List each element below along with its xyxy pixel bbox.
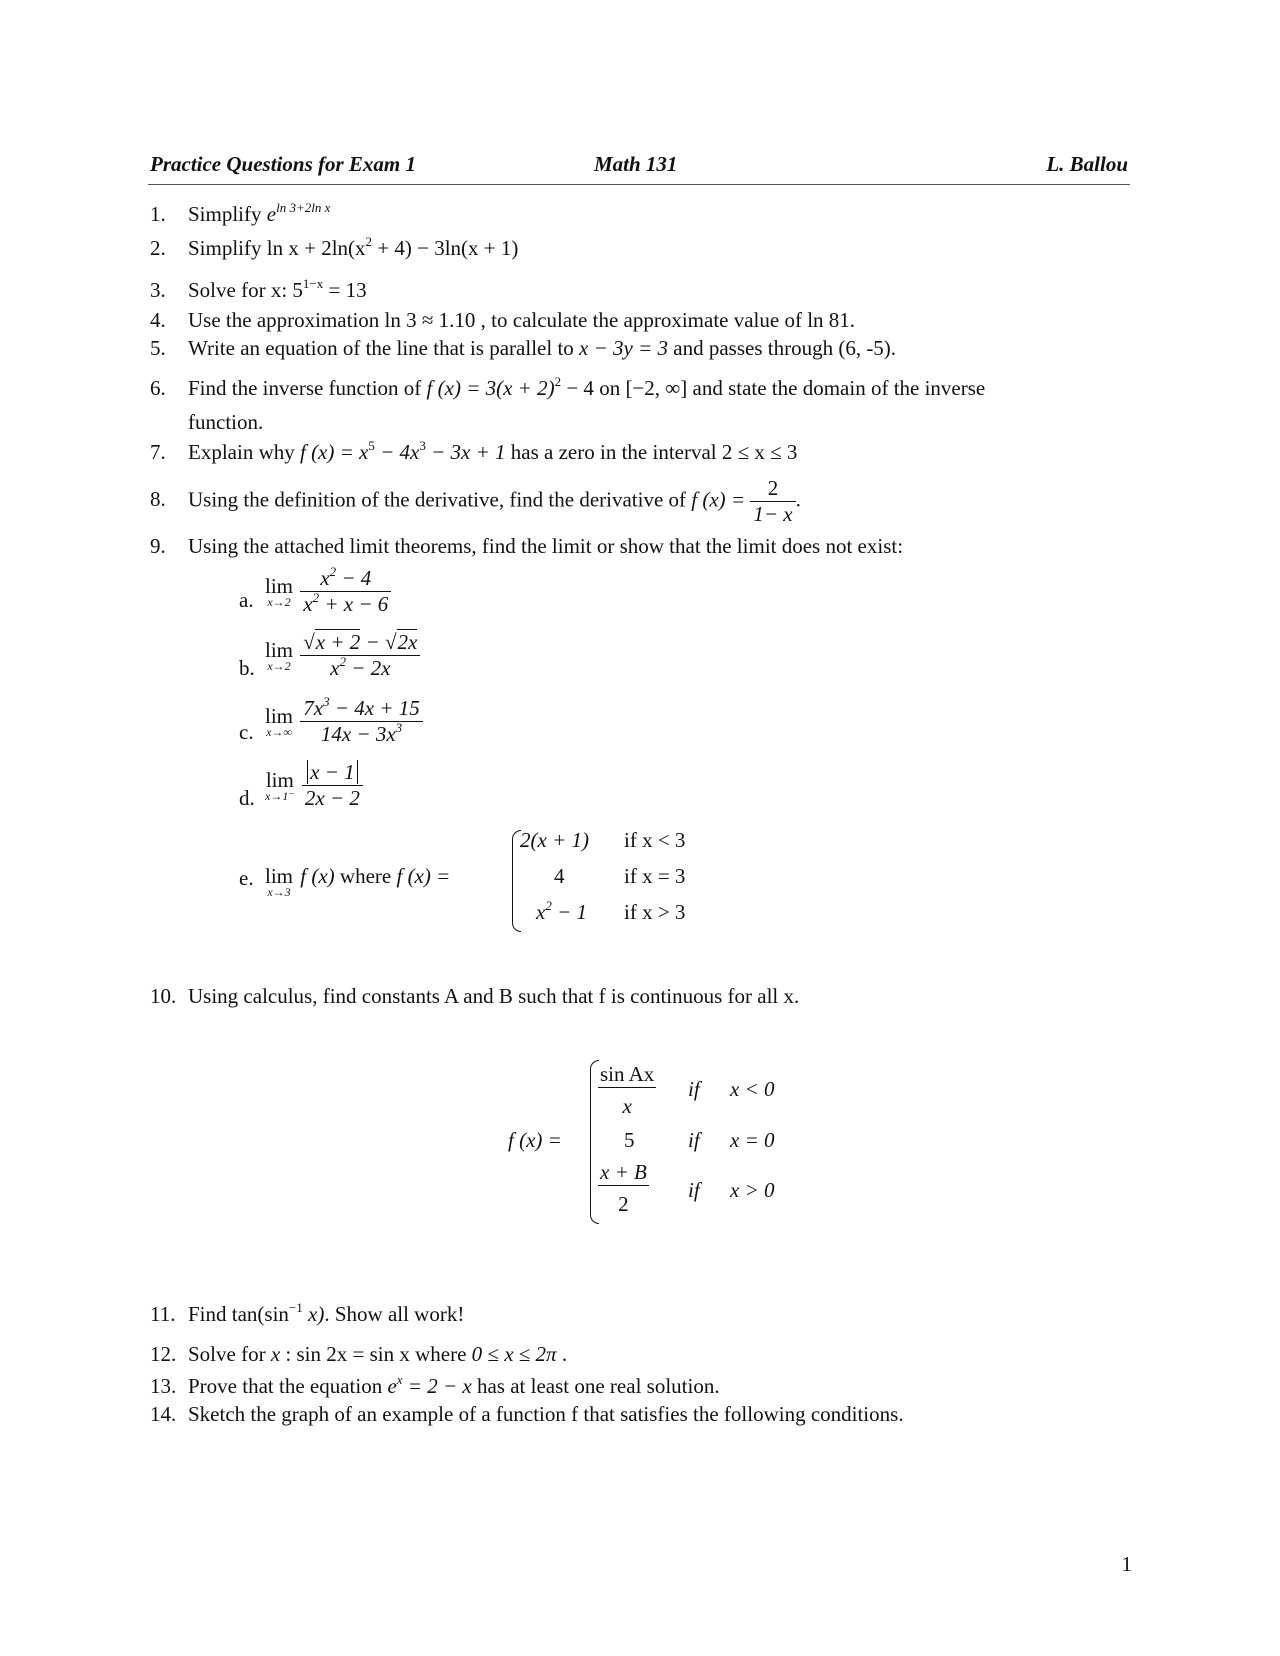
question-5: 5. Write an equation of the line that is parallel to x − 3y = 3 and passes through (6, -5). <box>150 336 897 360</box>
limit-d: d. lim x→1⁻ $\frac{x - 1}{2x - 2}$ <box>265 760 363 811</box>
question-1: 1. Simplify $e^{ln 3+2ln x}$ <box>150 200 331 226</box>
header-author: L. Ballou <box>1046 152 1128 176</box>
question-6: 6. Find the inverse function of f $(x) = 3(x + 2)^2 - 4$ on [−2, ∞] and state the domain of the inverse <box>150 374 986 400</box>
header-title: Practice Questions for Exam 1 <box>150 152 416 176</box>
question-13: 13. Prove that the equation $e^x = 2 - x$ has at least one real solution. <box>150 1372 720 1398</box>
piecewise-f: f (x) = <box>508 1128 562 1152</box>
header-course: Math 131 <box>594 152 678 176</box>
question-14: 14. Sketch the graph of an example of a function f that satisfies the following conditions. <box>150 1402 904 1426</box>
question-11: 11. Find $\tan(\sin^{-1}$ x). Show all work! <box>150 1300 465 1326</box>
derivative-fraction: $\frac{2}{1- x}$ <box>750 476 795 527</box>
limit-e: e. lim x→3 f (x) where f (x) = <box>239 864 451 899</box>
page-number: 1 <box>1121 1552 1132 1576</box>
question-12: 12. Solve for x : sin 2x = sin x where 0 ≤ x ≤ 2π . <box>150 1342 568 1366</box>
limit-c: c. lim x→∞ $\frac{7x^3 - 4x + 15}{14x - 3x^3}$ <box>265 696 423 747</box>
question-3: 3. Solve for x: $5^{1-x} = 13$ <box>150 276 367 302</box>
question-4: 4. Use the approximation ln 3 ≈ 1.10 , to calculate the approximate value of ln 81. <box>150 308 856 332</box>
question-10: 10. Using calculus, find constants A and B such that f is continuous for all x. <box>150 984 800 1008</box>
limit-a: a. lim x→2 $\frac{x^2 - 4}{x^2 + x - 6}$ <box>265 566 391 617</box>
page-header <box>148 150 1130 185</box>
limit-b: b. lim x→2 $\frac{√x + 2 - √2x}{x^2 - 2x}$ <box>265 630 420 681</box>
question-6-continued: function. <box>188 410 264 434</box>
question-9: 9. Using the attached limit theorems, find the limit or show that the limit does not exist: <box>150 534 904 558</box>
question-8: 8. Using the definition of the derivative, find the derivative of f (x) = $\frac{2}{1- x}$ . <box>150 476 801 526</box>
question-7: 7. Explain why f $(x) = x^5 - 4x^3 - 3x + 1$ has a zero in the interval 2 ≤ x ≤ 3 <box>150 438 798 464</box>
question-2: 2. Simplify $\ln x + 2\ln(x^2 + 4) - 3\ln(x + 1)$ <box>150 234 519 260</box>
